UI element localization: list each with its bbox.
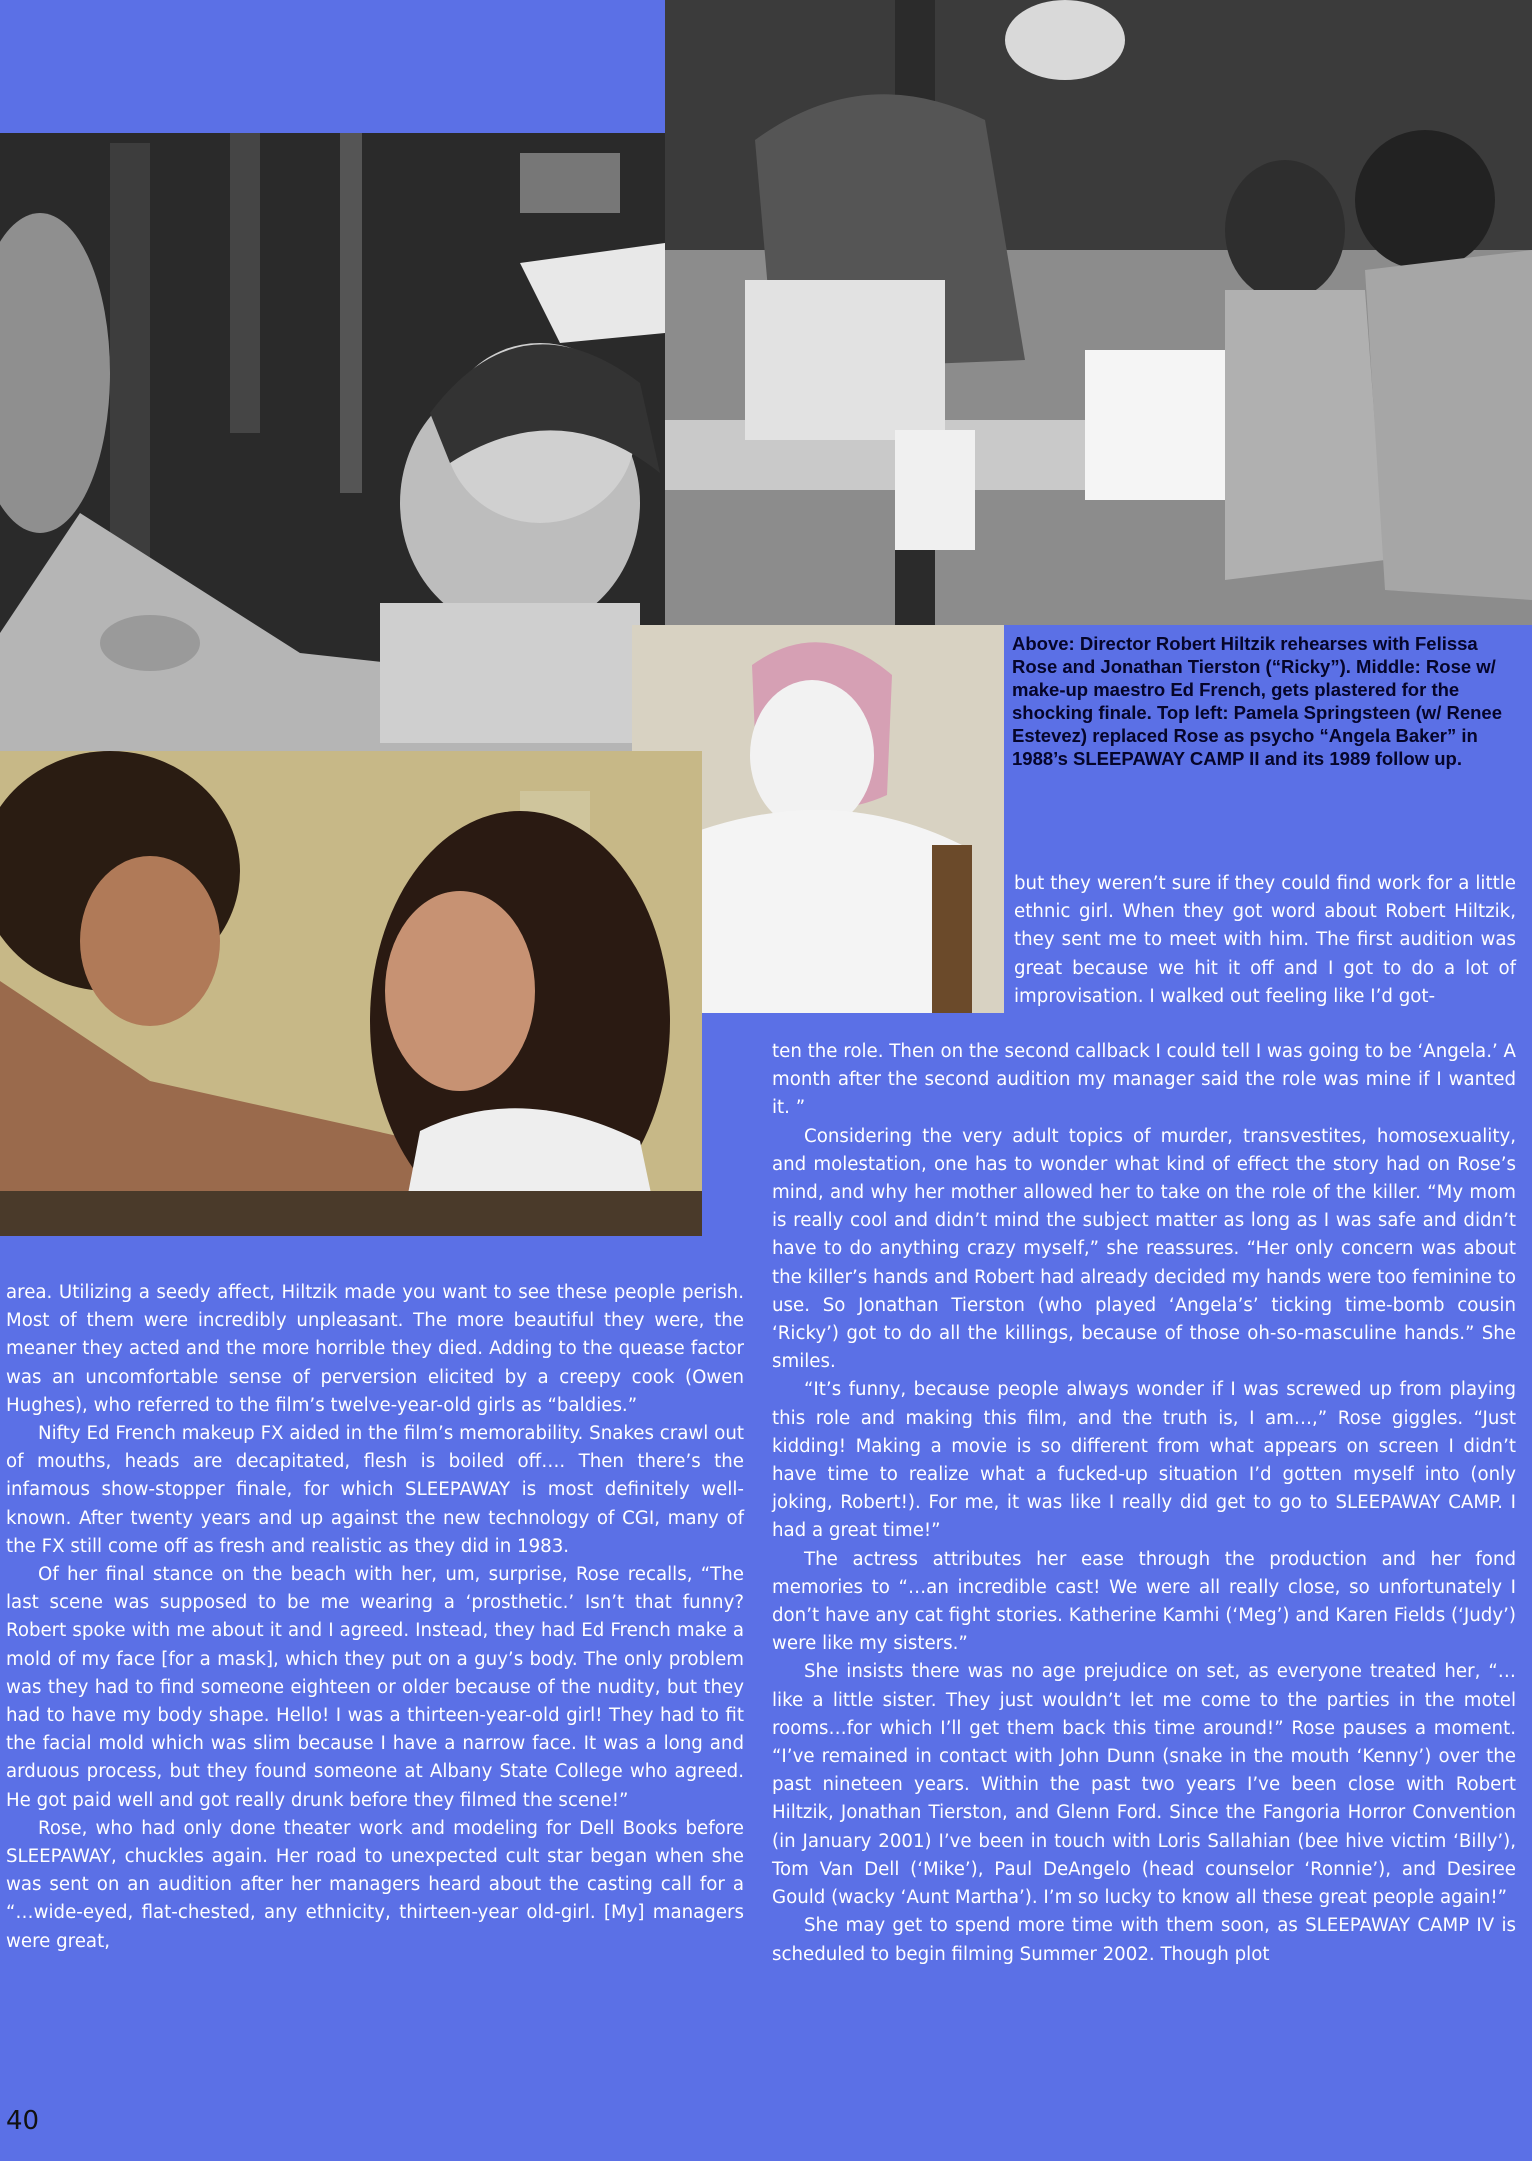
paragraph: Rose, who had only done theater work and modeling for Dell Books before SLEEPAWAY, chuckles again. Her road to unexpected cult star began when she was sent on an audition after her managers heard about the casting call for a “…wide-eyed, flat-chested, any ethnicity, thirteen-year old-girl. [My] managers were great, [6,1817,744,1952]
photo-top-left [0,133,665,751]
article-column-left [6,1279,744,1956]
photo-caption: Above: Director Robert Hiltzik rehearses with Felissa Rose and Jonathan Tierston (“Ricky”). Middle: Rose w/ make-up maestro Ed French, gets plastered for the shocking finale. Top left: Pamela Springsteen (w/ Renee Estevez) replaced Rose as psycho “Angela Baker” in 1988’s SLEEPAWAY CAMP II and its 1989 follow up. [1012,633,1503,769]
paragraph: Considering the very adult topics of murder, transvestites, homosexuality, and molestation, one has to wonder what kind of effect the story had on Rose’s mind, and why her mother allowed her to take on the role of the killer. “My mom is really cool and didn’t mind the subject matter as long as I was safe and didn’t have to do anything crazy myself,” she reassures. “Her only concern was about the killer’s hands and Robert had already decided my hands were too feminine to use. So Jonathan Tierston (who played ‘Angela’s’ ticking time-bomb cousin ‘Ricky’) got to do all the killings, because of those oh-so-masculine hands.” She smiles. [772,1125,1516,1373]
paragraph: ten the role. Then on the second callback I could tell I was going to be ‘Angela.’ A month after the second audition my manager said the role was mine if I wanted it. ” [772,1041,1516,1119]
paragraph: “It’s funny, because people always wonder if I was screwed up from playing this role and making this film, and the truth is, I am…,” Rose giggles. “Just kidding! Making a movie is so different from what appears on screen I didn’t have time to realize what a fucked-up situation I’d gotten myself into (only joking, Robert!). For me, it was like I really did get to go to SLEEPAWAY CAMP. I had a great time!” [772,1379,1516,1542]
paragraph: She insists there was no age prejudice on set, as everyone treated her, “…like a little sister. They just wouldn’t let me come to the parties in the motel rooms…for which I’ll get them back this time around!” Rose pauses a moment. “I’ve remained in contact with John Dunn (snake in the mouth ‘Kenny’) over the past nineteen years. Within the past two years I’ve been close with Robert Hiltzik, Jonathan Tierston, and Glenn Ford. Since the Fangoria Horror Convention (in January 2001) I’ve been in touch with Loris Sallahian (bee hive victim ‘Billy’), Tom Van Dell (‘Mike’), Paul DeAngelo (head counselor ‘Ronnie’), and Desiree Gould (wacky ‘Aunt Martha’). I’m so lucky to know all these great people again!” [772,1661,1516,1909]
article-column-right-top [1014,870,1516,1011]
page-number: 40 [6,2106,40,2136]
paragraph: Of her final stance on the beach with her, um, surprise, Rose recalls, “The last scene was supposed to be me wearing a ‘prosthetic.’ Isn’t that funny? Robert spoke with me about it and I agreed. Instead, they had Ed French make a mold of my face [for a mask], which they put on a guy’s body. The only problem was they had to find someone eighteen or older because of the nudity, but they had to have my body shape. Hello! I was a thirteen-year-old girl! They had to fit the facial mold which was slim because I have a narrow face. It was a long and arduous process, but they found someone at Albany State College who agreed. He got paid well and got really drunk before they filmed the scene!” [6,1564,744,1811]
photo-top-right [665,0,1532,625]
paragraph: She may get to spend more time with them soon, as SLEEPAWAY CAMP IV is scheduled to begin filming Summer 2002. Though plot [772,1915,1516,1965]
paragraph: area. Utilizing a seedy affect, Hiltzik made you want to see these people perish. Most of them were incredibly unpleasant. The more beautiful they were, the meaner they acted and the more horrible they died. Adding to the quease factor was an uncomfortable sense of perversion elicited by a creepy cook (Owen Hughes), who referred to the film’s twelve-year-old girls as “baldies.” [6,1282,744,1416]
article-column-right [772,1038,1516,1969]
paragraph: The actress attributes her ease through the production and her fond memories to “…an incredible cast! We were all really close, so unfortunately I don’t have any cat fight stories. Katherine Kamhi (‘Meg’) and Karen Fields (‘Judy’) were like my sisters.” [772,1548,1516,1655]
paragraph: but they weren’t sure if they could find work for a little ethnic girl. When they got word about Robert Hiltzik, they sent me to meet with him. The first audition was great because we hit it off and I got to do a lot of improvisation. I walked out feeling like I’d got- [1014,873,1516,1007]
photo-makeup-session [0,751,702,1236]
paragraph: Nifty Ed French makeup FX aided in the film’s memorability. Snakes crawl out of mouths, heads are decapitated, flesh is boiled off…. Then there’s the infamous show-stopper finale, for which SLEEPAWAY is most definitely well-known. After twenty years and up against the new technology of CGI, many of the FX still come off as fresh and realistic as they did in 1983. [6,1423,744,1557]
